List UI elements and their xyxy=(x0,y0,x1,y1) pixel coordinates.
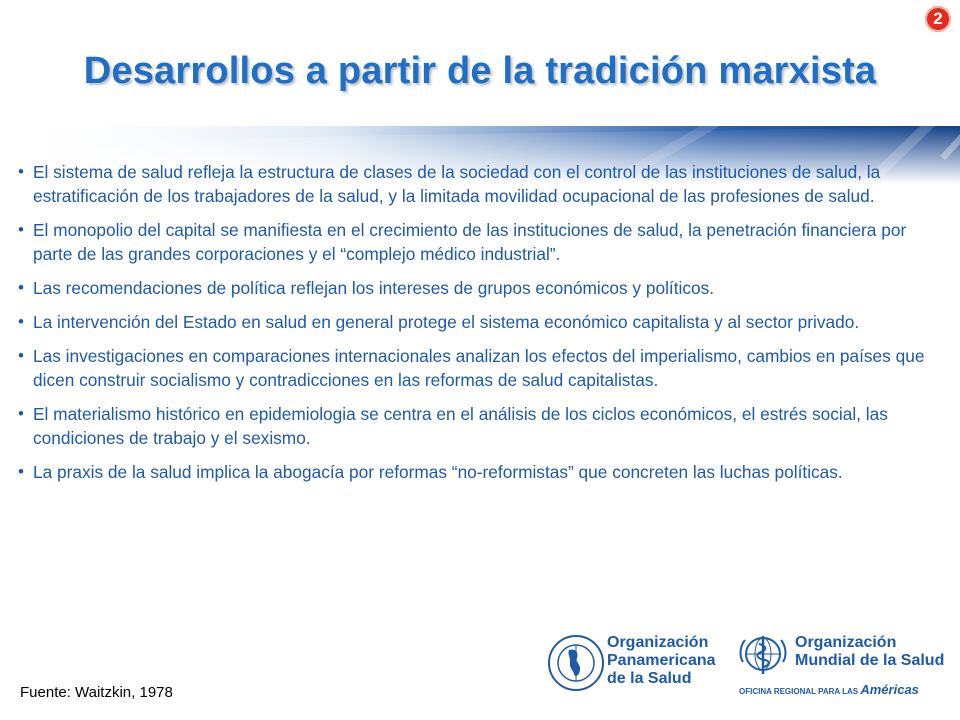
bullet-text: La intervención del Estado en salud en general protege el sistema económico capitalista y al sector privado. xyxy=(33,312,860,332)
bullet-text: Las investigaciones en comparaciones internacionales analizan los efectos del imperialismo, cambios en países que dicen construir socialismo y contradicciones en las reformas de salud capitalistas. xyxy=(33,346,925,390)
paho-emblem-icon xyxy=(547,632,605,694)
paho-logo xyxy=(547,632,717,696)
paho-name xyxy=(607,634,716,688)
who-sub-big: Américas xyxy=(860,682,919,697)
bullet-dot: • xyxy=(18,346,24,365)
who-line2: Mundial de la Salud xyxy=(795,652,945,669)
bullet-item xyxy=(18,160,938,208)
who-name xyxy=(795,634,944,670)
bullet-text: El materialismo histórico en epidemiologia se centra en el análisis de los ciclos económicos, el estrés social, las condiciones de trabajo y el sexismo. xyxy=(33,404,888,448)
bullet-item xyxy=(18,344,938,392)
bullet-dot: • xyxy=(18,462,24,481)
paho-line2: Panamericana xyxy=(607,652,716,669)
bullet-dot: • xyxy=(18,404,24,423)
bullet-item xyxy=(18,276,938,300)
bullet-text: La praxis de la salud implica la abogacía por reformas “no-reformistas” que concreten las luchas políticas. xyxy=(33,462,843,482)
bullet-item xyxy=(18,310,938,334)
paho-line3: de la Salud xyxy=(607,670,692,687)
bullet-item xyxy=(18,218,938,266)
bullet-text: El sistema de salud refleja la estructura de clases de la sociedad con el control de las instituciones de salud, la estratificación de los trabajadores de la salud, y la limitada movilidad ocupacional de las profesiones de salud. xyxy=(33,162,881,206)
who-logo xyxy=(737,632,949,702)
bullet-text: Las recomendaciones de política reflejan los intereses de grupos económicos y políticos. xyxy=(33,278,715,298)
bullet-text: El monopolio del capital se manifiesta en el crecimiento de las instituciones de salud, la penetración financiera por parte de las grandes corporaciones y el “complejo médico industrial”. xyxy=(33,220,907,264)
bullet-dot: • xyxy=(18,220,24,239)
slide-number-badge: 2 xyxy=(925,6,951,32)
bullet-list xyxy=(18,160,938,494)
bullet-dot: • xyxy=(18,162,24,181)
bullet-item xyxy=(18,460,938,484)
who-sub-small: OFICINA REGIONAL PARA LAS xyxy=(739,687,859,696)
who-line1: Organización xyxy=(795,634,897,651)
slide-title: Desarrollos a partir de la tradición marxista xyxy=(83,50,877,92)
bullet-dot: • xyxy=(18,278,24,297)
who-regional-office xyxy=(739,682,919,697)
who-emblem-icon xyxy=(737,632,789,680)
bullet-dot: • xyxy=(18,312,24,331)
paho-line1: Organización xyxy=(607,634,709,651)
source-citation: Fuente: Waitzkin, 1978 xyxy=(20,684,173,701)
bullet-item xyxy=(18,402,938,450)
